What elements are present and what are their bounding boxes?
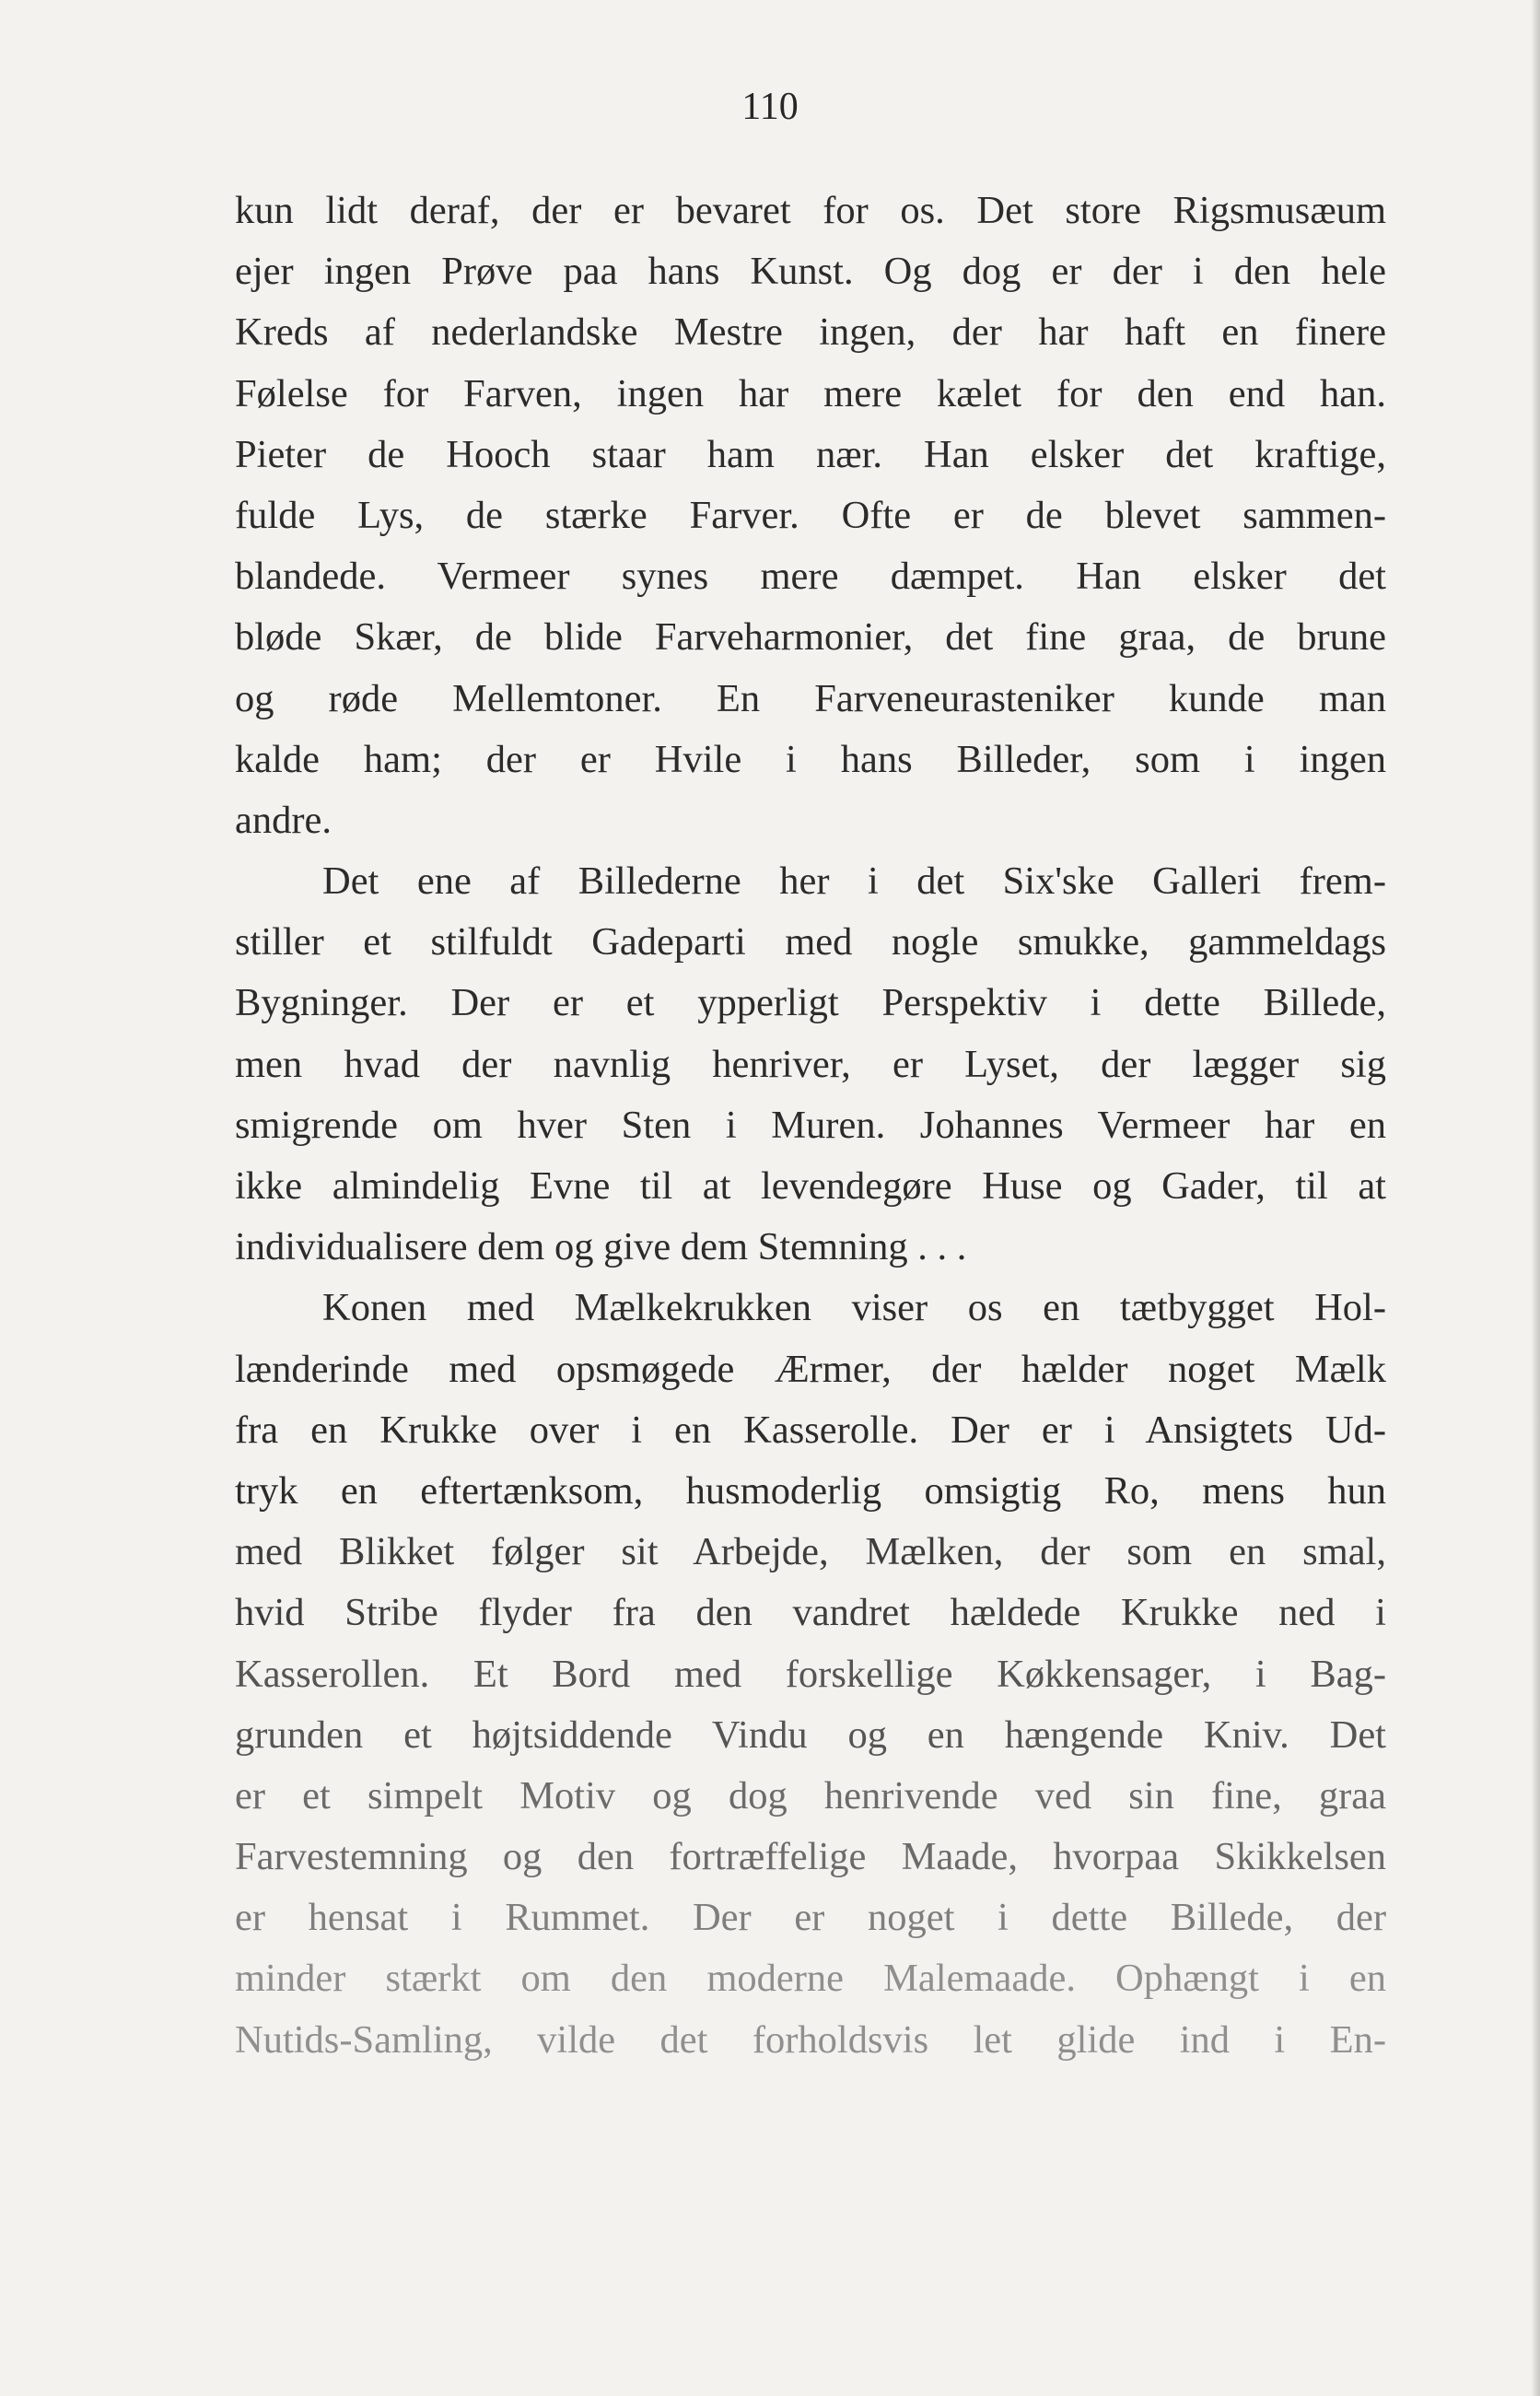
- text-line: stiller et stilfuldt Gadeparti med nogle smukke, gammeldags: [235, 920, 1386, 964]
- text-line: ejer ingen Prøve paa hans Kunst. Og dog er der i den hele: [235, 250, 1386, 294]
- text-line: ikke almindelig Evne til at levendegøre Huse og Gader, til at: [235, 1164, 1386, 1208]
- text-line: med Blikket følger sit Arbejde, Mælken, der som en smal,: [235, 1530, 1386, 1574]
- page-edge-shadow: [1531, 0, 1540, 2396]
- body-text: [235, 181, 1386, 2071]
- page-number: 110: [741, 86, 799, 128]
- text-line: minder stærkt om den moderne Malemaade. Ophængt i en: [235, 1957, 1386, 2001]
- text-line: Følelse for Farven, ingen har mere kælet for den end han.: [235, 371, 1386, 415]
- text-line: er hensat i Rummet. Der er noget i dette Billede, der: [235, 1896, 1386, 1940]
- text-line: tryk en eftertænksom, husmoderlig omsigtig Ro, mens hun: [235, 1468, 1386, 1513]
- text-line: Pieter de Hooch staar ham nær. Han elsker det kraftige,: [235, 432, 1386, 476]
- text-line: Det ene af Billederne her i det Six'ske Galleri frem-: [322, 859, 1386, 904]
- text-line: Farvestemning og den fortræffelige Maade, hvorpaa Skikkelsen: [235, 1835, 1386, 1879]
- text-line: men hvad der navnlig henriver, er Lyset, der lægger sig: [235, 1042, 1386, 1086]
- text-line: bløde Skær, de blide Farveharmonier, det fine graa, de brune: [235, 615, 1386, 660]
- text-line: andre.: [235, 798, 332, 842]
- text-line: og røde Mellemtoner. En Farveneurasteniker kunde man: [235, 676, 1386, 720]
- text-line: Kreds af nederlandske Mestre ingen, der har haft en finere: [235, 310, 1386, 355]
- text-line: grunden et højtsiddende Vindu og en hængende Kniv. Det: [235, 1712, 1386, 1757]
- text-line: fra en Krukke over i en Kasserolle. Der er i Ansigtets Ud-: [235, 1408, 1386, 1452]
- text-line: blandede. Vermeer synes mere dæmpet. Han elsker det: [235, 555, 1386, 599]
- text-line: smigrende om hver Sten i Muren. Johannes Vermeer har en: [235, 1103, 1386, 1147]
- text-line: hvid Stribe flyder fra den vandret hældede Krukke ned i: [235, 1591, 1386, 1635]
- text-line: Bygninger. Der er et ypperligt Perspektiv i dette Billede,: [235, 981, 1386, 1025]
- text-line: individualisere dem og give dem Stemning . . .: [235, 1225, 967, 1269]
- text-line: kalde ham; der er Hvile i hans Billeder, som i ingen: [235, 737, 1386, 781]
- text-line: kun lidt deraf, der er bevaret for os. Det store Rigsmusæum: [235, 189, 1386, 232]
- text-line: fulde Lys, de stærke Farver. Ofte er de blevet sammen-: [235, 493, 1386, 537]
- text-line: lænderinde med opsmøgede Ærmer, der hælder noget Mælk: [235, 1347, 1386, 1391]
- text-line: Kasserollen. Et Bord med forskellige Køkkensager, i Bag-: [235, 1652, 1386, 1696]
- text-line: Nutids-Samling, vilde det forholdsvis let glide ind i En-: [235, 2017, 1386, 2062]
- text-line: er et simpelt Motiv og dog henrivende ved sin fine, graa: [235, 1773, 1386, 1817]
- text-line: Konen med Mælkekrukken viser os en tætbygget Hol-: [322, 1286, 1386, 1330]
